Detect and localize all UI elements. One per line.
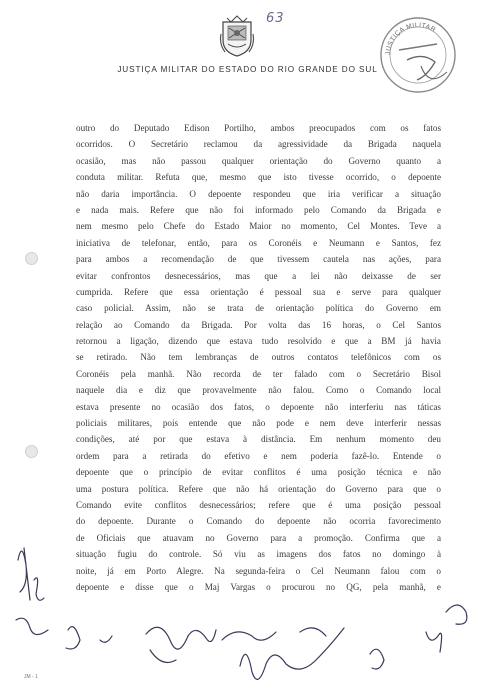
text-line: outro do Deputado Edison Portilho, ambos preocupados com os fatos	[76, 123, 441, 133]
coat-of-arms-icon	[219, 14, 255, 58]
text-line: uma postura política. Refere que não há orientação do Governo para que o	[76, 483, 441, 494]
form-code: JM - 1	[24, 674, 38, 680]
text-line: estava presente no ocasião dos fatos, o depoente não interferiu nas táticas	[76, 401, 441, 412]
text-line: noite, já em Porto Alegre. Na segunda-feira o Cel Neumann falou com o	[76, 565, 441, 576]
official-stamp	[377, 14, 459, 96]
text-line: se retirado. Não tem lembranças de outros contatos telefônicos com os	[76, 352, 441, 363]
text-line: Comando evite conflitos desnecessários; refere que é uma posição pessoal	[76, 499, 441, 510]
text-line: cumprida. Refere que essa orientação é pessoal sua e serve para qualquer	[76, 286, 441, 297]
binding-hole	[25, 252, 38, 265]
text-line: naquele dia e diz que provavelmente não falou. Como o Comando local	[76, 385, 441, 396]
text-line: ordem para a retirada do efetivo e nem poderia fazê-lo. Entende o	[76, 450, 441, 461]
text-line: situação fugiu do controle. Só viu as imagens dos fatos no domingo à	[76, 549, 441, 560]
text-line: caso policial. Assim, não se trata de orientação política do Governo em	[76, 303, 441, 314]
text-line: conduta militar. Refuta que, mesmo que isto tivesse ocorrido, o depoente	[76, 172, 441, 183]
text-line: nem mesmo pelo Chefe do Estado Maior no momento, Cel Montes. Teve a	[76, 221, 441, 232]
testimony-text	[76, 120, 441, 595]
text-line: iniciativa de telefonar, então, para os Coronéis e Neumann e Santos, fez	[76, 237, 441, 248]
text-line: Coronéis pela manhã. Não recorda de ter falado com o Secretário Bisol	[76, 368, 441, 379]
folio-number: 63	[266, 11, 285, 26]
page-title: JUSTIÇA MILITAR DO ESTADO DO RIO GRANDE DO SUL	[117, 65, 378, 74]
stamp-text: JUSTIÇA MILITAR	[384, 21, 437, 56]
text-line: policiais militares, pois entende que não pode e nem deve interferir nessas	[76, 418, 441, 429]
margin-signature	[16, 548, 48, 635]
bottom-signature	[426, 605, 467, 652]
bottom-signature	[370, 649, 384, 669]
text-line: depoente que o princípio de evitar conflitos é uma posição técnica e não	[76, 467, 441, 478]
binding-hole	[25, 445, 38, 458]
svg-text:JUSTIÇA MILITAR	[385, 22, 437, 55]
text-line: ocasião, mas não passou qualquer orientação do Governo quanto a	[76, 155, 441, 166]
bottom-signature	[222, 628, 344, 680]
text-line: para ambos a recomendação de que tivessem cautela nas ações, para	[76, 254, 441, 265]
text-line: e nada mais. Refere que não foi informado pelo Comando da Brigada e	[76, 204, 441, 215]
text-line: condições, até por que estava à distância. Em nenhum momento deu	[76, 434, 441, 445]
text-line: ocorridos. O Secretário reclamou da agressividade da Brigada naquela	[76, 139, 441, 150]
bottom-signature	[66, 627, 216, 663]
text-line: evitar confrontos desnecessários, mas que a lei não deixasse de ser	[76, 270, 441, 281]
text-line: não daria importância. O depoente respondeu que iria verificar a situação	[76, 188, 441, 199]
text-line: retornou a ligação, dizendo que estava tudo resolvido e que a BM já havia	[76, 336, 441, 347]
text-line: relação ao Comando da Brigada. Por volta das 16 horas, o Cel Santos	[76, 319, 441, 330]
text-line: depoente e disse que o Maj Vargas o procurou no QG, pela manhã, e	[76, 581, 441, 592]
text-line: de Oficiais que atuavam no Governo para a promoção. Confirma que a	[76, 532, 441, 543]
text-line: do depoente. Durante o Comando do depoente não ocorria favorecimento	[76, 516, 441, 527]
